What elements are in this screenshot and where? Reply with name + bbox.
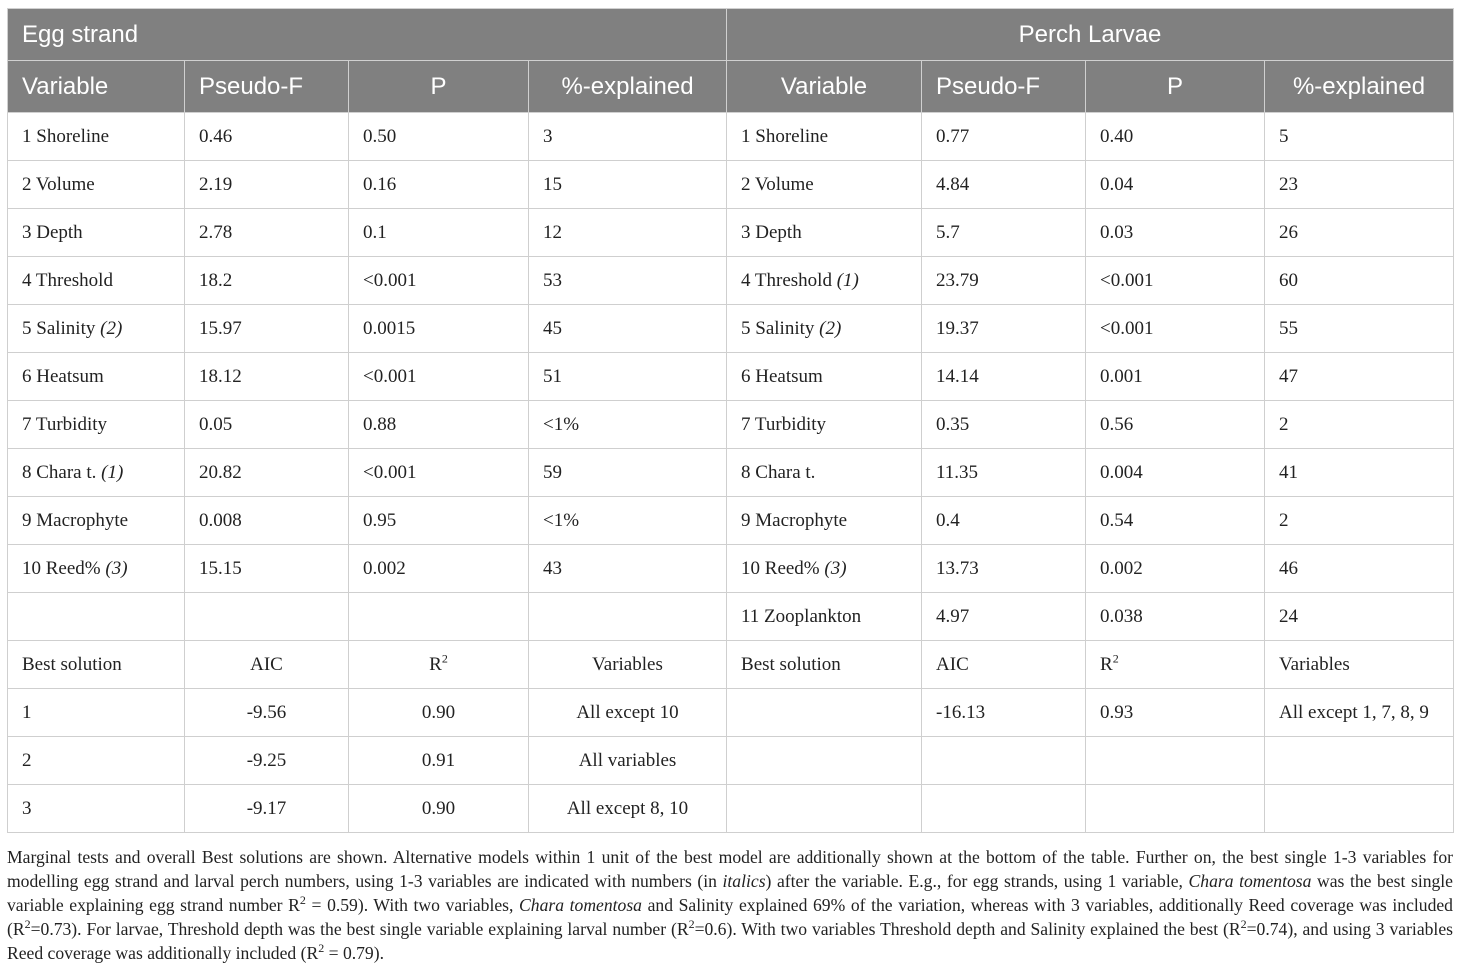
cell-variable: 10 Reed% (3) <box>727 545 922 593</box>
cell-variable: 1 Shoreline <box>727 113 922 161</box>
cell-pseudo-f: 0.35 <box>922 401 1086 449</box>
cell-p: 0.40 <box>1086 113 1265 161</box>
table-row <box>8 113 1454 161</box>
cell-solution-number <box>727 785 922 833</box>
cell-variable: 7 Turbidity <box>727 401 922 449</box>
cell-r2: 0.90 <box>349 689 529 737</box>
variables-label: Variables <box>529 641 727 689</box>
cell-explained: <1% <box>529 497 727 545</box>
results-table-container <box>7 8 1453 833</box>
cell-aic: -9.17 <box>185 785 349 833</box>
cell-explained: 55 <box>1265 305 1454 353</box>
cell-variables: All variables <box>529 737 727 785</box>
cell-pseudo-f: 0.05 <box>185 401 349 449</box>
col-header-explained: %-explained <box>529 61 727 113</box>
cell-explained: 24 <box>1265 593 1454 641</box>
cell-pseudo-f: 23.79 <box>922 257 1086 305</box>
cell-explained: 43 <box>529 545 727 593</box>
col-header-p: P <box>349 61 529 113</box>
cell-pseudo-f: 11.35 <box>922 449 1086 497</box>
cell-p: 0.002 <box>349 545 529 593</box>
r2-label: $R^2$ <box>349 641 529 689</box>
cell-variable <box>8 593 185 641</box>
cell-pseudo-f: 2.19 <box>185 161 349 209</box>
cell-pseudo-f: 0.4 <box>922 497 1086 545</box>
cell-variable: 8 Chara t. <box>727 449 922 497</box>
cell-p: 0.50 <box>349 113 529 161</box>
table-body <box>8 113 1454 833</box>
cell-pseudo-f: 0.008 <box>185 497 349 545</box>
cell-explained: 53 <box>529 257 727 305</box>
cell-p: 0.95 <box>349 497 529 545</box>
cell-explained: 51 <box>529 353 727 401</box>
cell-r2 <box>1086 785 1265 833</box>
cell-variable: 4 Threshold (1) <box>727 257 922 305</box>
cell-pseudo-f: 18.12 <box>185 353 349 401</box>
cell-p: 0.88 <box>349 401 529 449</box>
cell-pseudo-f: 14.14 <box>922 353 1086 401</box>
cell-variables: All except 1, 7, 8, 9 <box>1265 689 1454 737</box>
cell-r2: 0.93 <box>1086 689 1265 737</box>
cell-aic: -16.13 <box>922 689 1086 737</box>
cell-variable: 1 Shoreline <box>8 113 185 161</box>
cell-p: 0.001 <box>1086 353 1265 401</box>
cell-variable: 6 Heatsum <box>8 353 185 401</box>
cell-variable: 11 Zooplankton <box>727 593 922 641</box>
cell-p: 0.16 <box>349 161 529 209</box>
table-caption: Marginal tests and overall Best solutions are shown. Alternative models within 1 unit of the best model are additionally shown at the bottom of the table. Further on, the best single 1-3 variables for modelling egg strand and larval perch numbers, using 1-3 variables are indicated with numbers (in italics) after the variable. E.g., for egg strands, using 1 variable, Chara tomentosa was the best single variable explaining egg strand number $R^2 = 0.59$). With two variables, Chara tomentosa and Salinity explained 69% of the variation, whereas with 3 variables, additionally Reed coverage was included $(R^2=0.73)$. For larvae, Threshold depth was the best single variable explaining larval number $(R^2=0.6)$. With two variables Threshold depth and Salinity explained the best $(R^2=0.74)$, and using 3 variables Reed coverage was additionally included $(R^2 = 0.79)$. <box>7 847 1453 963</box>
cell-variables: All except 8, 10 <box>529 785 727 833</box>
cell-r2: 0.90 <box>349 785 529 833</box>
best-solution-row <box>8 785 1454 833</box>
cell-explained: 15 <box>529 161 727 209</box>
cell-p: 0.1 <box>349 209 529 257</box>
cell-solution-number: 3 <box>8 785 185 833</box>
col-header-explained: %-explained <box>1265 61 1454 113</box>
best-solution-row <box>8 689 1454 737</box>
cell-p: <0.001 <box>1086 257 1265 305</box>
cell-p: <0.001 <box>349 257 529 305</box>
cell-explained <box>529 593 727 641</box>
col-header-variable: Variable <box>727 61 922 113</box>
cell-pseudo-f: 15.15 <box>185 545 349 593</box>
table-row <box>8 545 1454 593</box>
cell-pseudo-f <box>185 593 349 641</box>
cell-variable: 6 Heatsum <box>727 353 922 401</box>
best-solution-label: Best solution <box>727 641 922 689</box>
best-solution-row <box>8 737 1454 785</box>
cell-p: 0.04 <box>1086 161 1265 209</box>
cell-p: <0.001 <box>349 449 529 497</box>
cell-pseudo-f: 20.82 <box>185 449 349 497</box>
cell-explained: <1% <box>529 401 727 449</box>
cell-p: 0.002 <box>1086 545 1265 593</box>
table-row <box>8 209 1454 257</box>
cell-explained: 2 <box>1265 401 1454 449</box>
group-header-egg-strand: Egg strand <box>8 9 727 61</box>
cell-p <box>349 593 529 641</box>
cell-solution-number: 2 <box>8 737 185 785</box>
cell-explained: 2 <box>1265 497 1454 545</box>
cell-pseudo-f: 2.78 <box>185 209 349 257</box>
cell-explained: 23 <box>1265 161 1454 209</box>
cell-p: 0.56 <box>1086 401 1265 449</box>
cell-explained: 12 <box>529 209 727 257</box>
cell-explained: 47 <box>1265 353 1454 401</box>
r2-label: $R^2$ <box>1086 641 1265 689</box>
cell-r2: 0.91 <box>349 737 529 785</box>
cell-variable: 5 Salinity (2) <box>727 305 922 353</box>
cell-p: 0.0015 <box>349 305 529 353</box>
cell-aic <box>922 785 1086 833</box>
cell-explained: 60 <box>1265 257 1454 305</box>
cell-p: 0.54 <box>1086 497 1265 545</box>
cell-variable: 10 Reed% (3) <box>8 545 185 593</box>
col-header-variable: Variable <box>8 61 185 113</box>
cell-explained: 3 <box>529 113 727 161</box>
table-row <box>8 353 1454 401</box>
cell-explained: 45 <box>529 305 727 353</box>
aic-label: AIC <box>185 641 349 689</box>
cell-variable: 4 Threshold <box>8 257 185 305</box>
cell-pseudo-f: 19.37 <box>922 305 1086 353</box>
cell-p: <0.001 <box>349 353 529 401</box>
best-solution-label: Best solution <box>8 641 185 689</box>
cell-p: 0.038 <box>1086 593 1265 641</box>
cell-pseudo-f: 5.7 <box>922 209 1086 257</box>
cell-pseudo-f: 4.97 <box>922 593 1086 641</box>
col-header-p: P <box>1086 61 1265 113</box>
cell-variable: 3 Depth <box>727 209 922 257</box>
cell-explained: 41 <box>1265 449 1454 497</box>
cell-variable: 8 Chara t. (1) <box>8 449 185 497</box>
table-row <box>8 449 1454 497</box>
cell-variables <box>1265 737 1454 785</box>
cell-solution-number: 1 <box>8 689 185 737</box>
group-header-perch-larvae: Perch Larvae <box>727 9 1454 61</box>
cell-p: 0.03 <box>1086 209 1265 257</box>
cell-aic: -9.56 <box>185 689 349 737</box>
table-row <box>8 305 1454 353</box>
table-row <box>8 257 1454 305</box>
cell-aic <box>922 737 1086 785</box>
cell-solution-number <box>727 737 922 785</box>
variables-label: Variables <box>1265 641 1454 689</box>
cell-pseudo-f: 4.84 <box>922 161 1086 209</box>
cell-variable: 2 Volume <box>727 161 922 209</box>
cell-explained: 5 <box>1265 113 1454 161</box>
cell-variables <box>1265 785 1454 833</box>
cell-variable: 2 Volume <box>8 161 185 209</box>
cell-pseudo-f: 18.2 <box>185 257 349 305</box>
aic-label: AIC <box>922 641 1086 689</box>
results-table <box>7 8 1454 833</box>
table-row <box>8 593 1454 641</box>
cell-explained: 59 <box>529 449 727 497</box>
table-row <box>8 401 1454 449</box>
cell-variable: 7 Turbidity <box>8 401 185 449</box>
cell-variable: 9 Macrophyte <box>727 497 922 545</box>
cell-solution-number <box>727 689 922 737</box>
cell-pseudo-f: 0.46 <box>185 113 349 161</box>
cell-variable: 3 Depth <box>8 209 185 257</box>
cell-variables: All except 10 <box>529 689 727 737</box>
cell-p: 0.004 <box>1086 449 1265 497</box>
cell-pseudo-f: 15.97 <box>185 305 349 353</box>
cell-variable: 5 Salinity (2) <box>8 305 185 353</box>
col-header-pseudo-f: Pseudo-F <box>922 61 1086 113</box>
cell-pseudo-f: 0.77 <box>922 113 1086 161</box>
best-solution-header-row <box>8 641 1454 689</box>
table-row <box>8 161 1454 209</box>
table-row <box>8 497 1454 545</box>
cell-variable: 9 Macrophyte <box>8 497 185 545</box>
cell-r2 <box>1086 737 1265 785</box>
cell-aic: -9.25 <box>185 737 349 785</box>
cell-pseudo-f: 13.73 <box>922 545 1086 593</box>
cell-explained: 46 <box>1265 545 1454 593</box>
cell-explained: 26 <box>1265 209 1454 257</box>
cell-p: <0.001 <box>1086 305 1265 353</box>
col-header-pseudo-f: Pseudo-F <box>185 61 349 113</box>
